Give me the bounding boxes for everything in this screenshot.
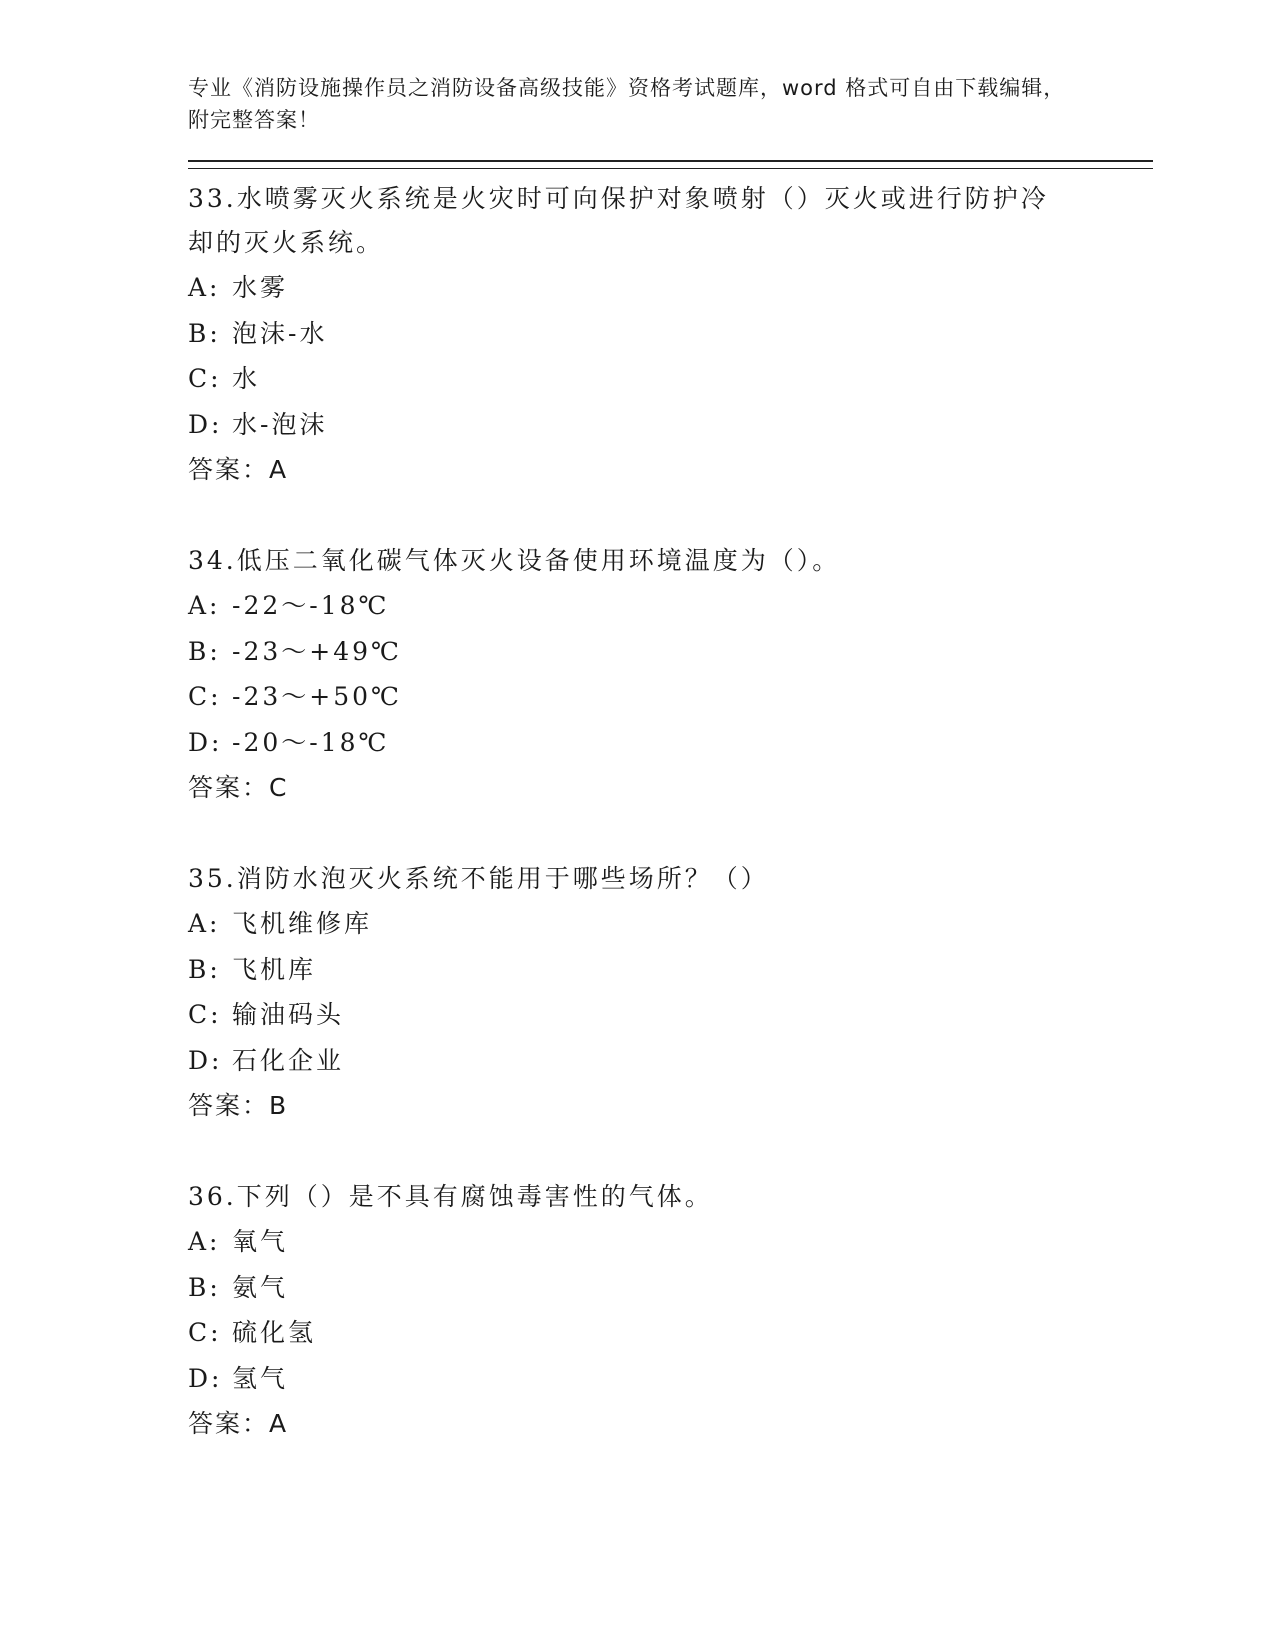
option-text: -23～+50℃ xyxy=(232,682,402,711)
option-text: -22～-18℃ xyxy=(232,591,390,620)
option-text: 氢气 xyxy=(232,1363,289,1393)
option-letter: B: xyxy=(188,1272,221,1302)
option-text: -23～+49℃ xyxy=(232,636,402,666)
option-b xyxy=(188,311,1153,357)
option-letter: B: xyxy=(188,636,221,666)
option-letter: C: xyxy=(188,1000,222,1029)
answer-line: 答案：B xyxy=(188,1091,289,1120)
option-text: 飞机维修库 xyxy=(232,909,373,938)
option-letter: C: xyxy=(188,364,222,393)
option-c xyxy=(188,1310,1153,1356)
document-page xyxy=(188,72,1153,1493)
question-34 xyxy=(188,539,1153,810)
option-letter: C: xyxy=(188,682,222,711)
option-letter: A: xyxy=(188,591,221,620)
question-stem: 34.低压二氧化碳气体灭火设备使用环境温度为（）。 xyxy=(188,546,841,575)
option-text: 硫化氢 xyxy=(232,1318,317,1347)
option-c xyxy=(188,992,1153,1038)
option-text: -20～-18℃ xyxy=(232,727,390,757)
question-stem: 35.消防水泡灭火系统不能用于哪些场所？（） xyxy=(188,864,769,893)
option-letter: D: xyxy=(188,409,223,439)
option-b xyxy=(188,629,1153,675)
option-a xyxy=(188,901,1153,947)
option-a xyxy=(188,265,1153,311)
question-35 xyxy=(188,857,1153,1128)
option-letter: A: xyxy=(188,909,221,938)
option-a xyxy=(188,583,1153,629)
option-text: 水 xyxy=(232,364,261,393)
option-letter: B: xyxy=(188,318,221,348)
option-d xyxy=(188,720,1153,766)
question-33 xyxy=(188,177,1153,492)
question-stem: 36.下列（）是不具有腐蚀毒害性的气体。 xyxy=(188,1182,713,1211)
option-b xyxy=(188,1265,1153,1311)
option-d xyxy=(188,402,1153,448)
option-a xyxy=(188,1219,1153,1265)
option-text: 氧气 xyxy=(232,1227,289,1256)
header-divider xyxy=(188,160,1153,169)
answer-line: 答案：A xyxy=(188,455,289,484)
document-header: 专业《消防设施操作员之消防设备高级技能》资格考试题库，word 格式可自由下载编辑，附完整答案！ xyxy=(188,76,1066,132)
question-36 xyxy=(188,1175,1153,1446)
option-text: 水雾 xyxy=(232,273,289,302)
option-c xyxy=(188,674,1153,720)
option-text: 石化企业 xyxy=(232,1045,345,1075)
answer-line: 答案：A xyxy=(188,1409,289,1438)
option-text: 泡沫-水 xyxy=(232,318,328,348)
option-letter: D: xyxy=(188,1363,223,1393)
option-letter: B: xyxy=(188,954,221,984)
option-text: 水-泡沫 xyxy=(232,409,328,439)
option-letter: C: xyxy=(188,1318,222,1347)
option-letter: A: xyxy=(188,1227,221,1256)
option-letter: D: xyxy=(188,1045,223,1075)
option-d xyxy=(188,1038,1153,1084)
question-list xyxy=(188,177,1153,1446)
option-text: 输油码头 xyxy=(232,1000,345,1029)
answer-line: 答案：C xyxy=(188,773,289,802)
option-d xyxy=(188,1356,1153,1402)
option-b xyxy=(188,947,1153,993)
option-letter: A: xyxy=(188,273,221,302)
option-text: 飞机库 xyxy=(232,954,317,984)
option-text: 氨气 xyxy=(232,1272,289,1302)
option-letter: D: xyxy=(188,727,223,757)
option-c xyxy=(188,356,1153,402)
question-stem: 33.水喷雾灭火系统是火灾时可向保护对象喷射（）灭火或进行防护冷却的灭火系统。 xyxy=(188,184,1049,257)
